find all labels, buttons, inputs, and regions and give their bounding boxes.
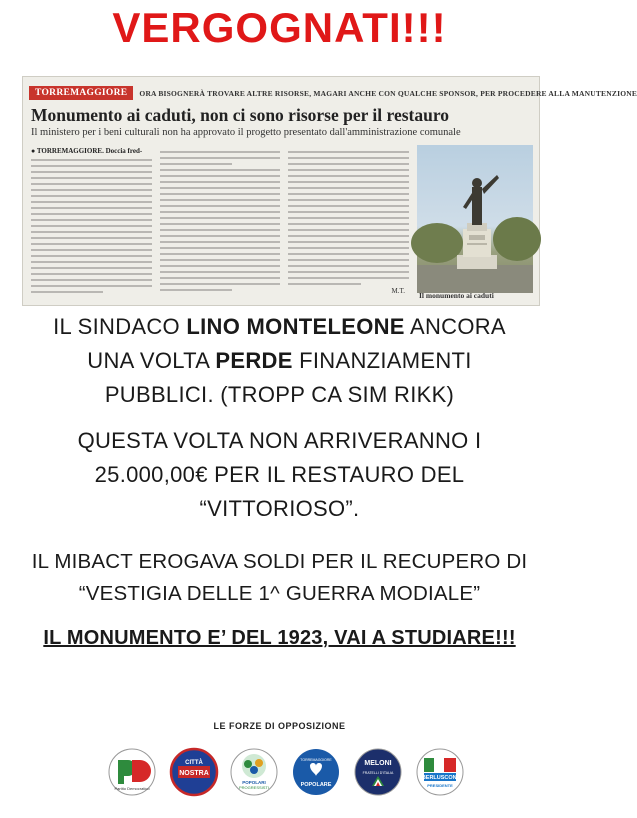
mayor-name: LINO MONTELEONE [186,314,405,339]
svg-text:PROGRESSISTI: PROGRESSISTI [238,785,270,790]
paragraph-conclusion: IL MONUMENTO E’ DEL 1923, VAI A STUDIARE!!! [43,627,516,649]
paragraph-mayor [0,310,559,412]
clipping-title: Monumento ai caduti, non ci sono risorse per il restauro [31,105,450,125]
pd-logo [108,748,156,796]
clipping-column [288,147,409,297]
svg-text:TORREMAGGIORE: TORREMAGGIORE [300,758,332,762]
torremaggiore-popolare-logo [292,748,340,796]
forza-italia-logo [416,748,464,796]
monument-photo [417,145,533,293]
clipping-signature: M.T. [391,287,406,295]
paragraph-mibact [0,546,559,610]
monument-image [417,145,533,293]
clipping-kicker: ORA BISOGNERÀ TROVARE ALTRE RISORSE, MAGARI ANCHE CON QUALCHE SPONSOR, PER PROCEDERE ALLA MANUTENZIONE [139,88,637,98]
clipping-column [160,147,281,297]
party-logos [104,748,464,804]
text-span: UNA VOLTA [87,348,216,373]
svg-text:PRESIDENTE: PRESIDENTE [427,783,453,788]
svg-text:BERLUSCONI: BERLUSCONI [421,775,459,781]
svg-text:MELONI: MELONI [364,760,392,767]
text-line: QUESTA VOLTA NON ARRIVERANNO I [77,428,482,453]
svg-text:CITTÀ: CITTÀ [185,760,203,766]
headline: VERGOGNATI!!! [112,4,447,51]
text-line: “VITTORIOSO”. [199,496,360,521]
popolari-progressisti-logo [230,748,278,796]
text-line: IL MIBACT EROGAVA SOLDI PER IL RECUPERO DI [31,550,528,573]
text-span: FINANZIAMENTI [292,348,472,373]
svg-text:POPOLARI: POPOLARI [242,780,266,785]
text-span: IL SINDACO [53,314,187,339]
clipping-category: TORREMAGGIORE [29,86,133,100]
fratelli-italia-logo [354,748,402,796]
text-line: PUBBLICI. (TROPP CA SIM RIKK) [104,382,455,407]
emphasis-perde: PERDE [215,348,293,373]
opposition-label: LE FORZE DI OPPOSIZIONE [213,721,346,731]
clipping-lead: ● TORREMAGGIORE. Doccia fred- [31,147,143,155]
svg-text:POPOLARE: POPOLARE [300,782,332,788]
clipping-header [29,85,637,101]
clipping-column [31,147,152,297]
text-span: ANCORA [404,314,506,339]
photo-caption: Il monumento ai caduti [419,291,494,300]
svg-text:NOSTRA: NOSTRA [179,770,209,777]
citta-nostra-logo [170,748,218,796]
clipping-body [31,147,409,297]
text-line: “VESTIGIA DELLE 1^ GUERRA MODIALE” [78,582,481,605]
newspaper-clipping [22,76,637,306]
paragraph-funding [0,424,559,526]
svg-text:Partito Democratico: Partito Democratico [114,786,150,791]
clipping-subtitle: Il ministero per i beni culturali non ha approvato il progetto presentato dall'amministrazione comunale [31,127,461,138]
text-line: 25.000,00€ PER IL RESTAURO DEL [94,462,465,487]
svg-text:FRATELLI D'ITALIA: FRATELLI D'ITALIA [362,771,394,775]
